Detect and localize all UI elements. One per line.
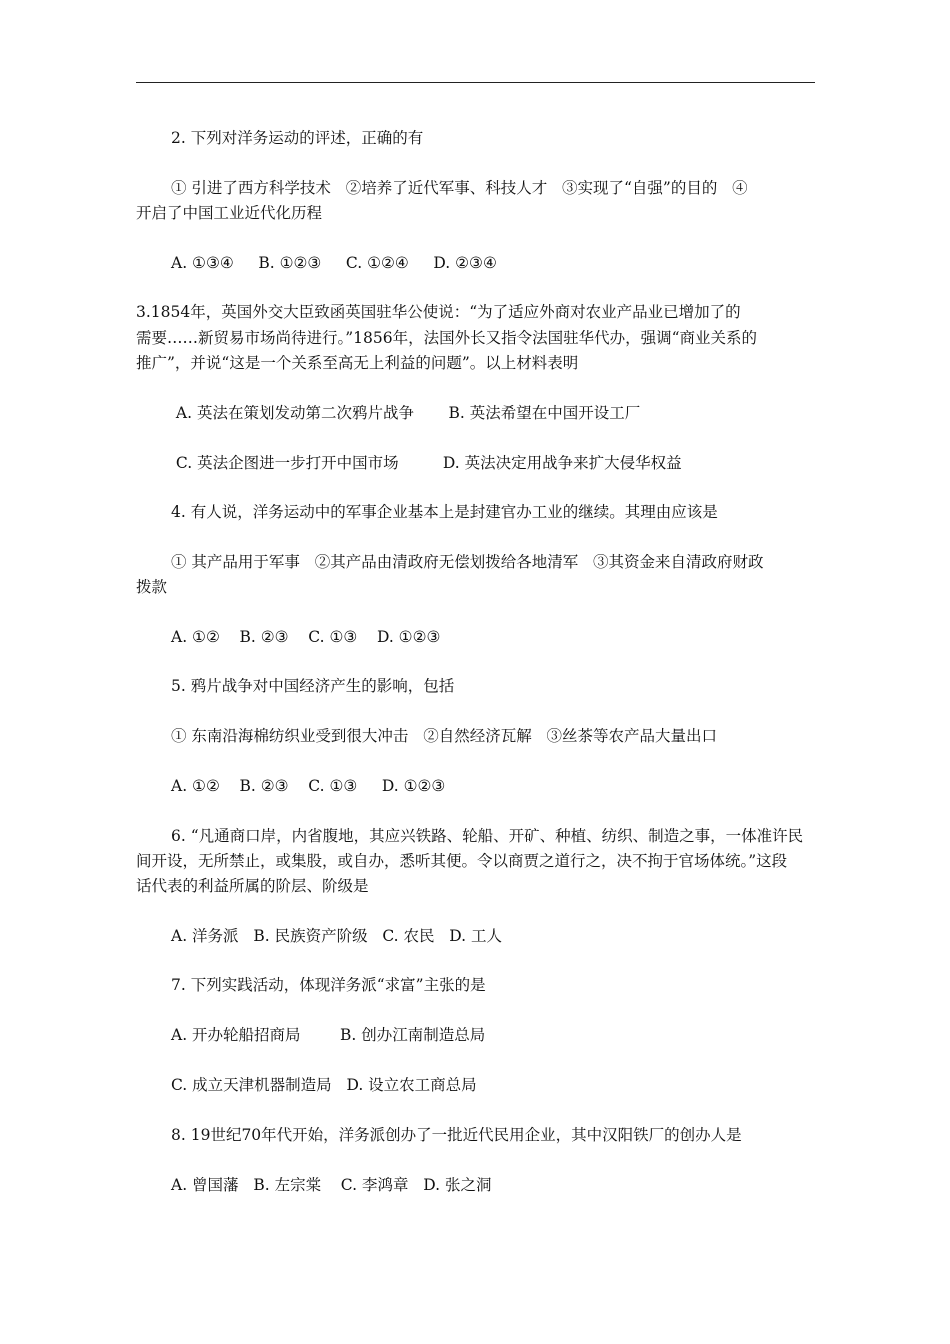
header-rule xyxy=(136,82,815,83)
q3-stem-cont1: 需要……新贸易市场尚待进行。”1856年，法国外长又指令法国驻华代办，强调“商业关系的 xyxy=(136,329,758,347)
q6-stem: 6. “凡通商口岸，内省腹地，其应兴铁路、轮船、开矿、种植、纺织、制造之事，一体准许民 xyxy=(171,827,804,845)
q4-options: A. ①② B. ②③ C. ①③ D. ①②③ xyxy=(171,628,441,646)
q4-statements: ① 其产品用于军事 ②其产品由清政府无偿划拨给各地清军 ③其资金来自清政府财政 xyxy=(171,553,764,571)
q2-stem: 2. 下列对洋务运动的评述，正确的有 xyxy=(171,129,424,147)
q5-stem: 5. 鸦片战争对中国经济产生的影响，包括 xyxy=(171,677,455,695)
q2-statements: ① 引进了西方科学技术 ②培养了近代军事、科技人才 ③实现了“自强”的目的 ④ xyxy=(171,179,748,197)
q8-stem: 8. 19世纪70年代开始，洋务派创办了一批近代民用企业，其中汉阳铁厂的创办人是 xyxy=(171,1126,742,1144)
q7-options-ab: A. 开办轮船招商局 B. 创办江南制造总局 xyxy=(171,1026,486,1044)
q5-options: A. ①② B. ②③ C. ①③ D. ①②③ xyxy=(171,777,446,795)
q6-stem-cont2: 话代表的利益所属的阶层、阶级是 xyxy=(136,877,369,895)
q3-options-cd: C. 英法企图进一步打开中国市场 D. 英法决定用战争来扩大侵华权益 xyxy=(171,454,682,472)
q8-options: A. 曾国藩 B. 左宗棠 C. 李鸿章 D. 张之洞 xyxy=(171,1176,492,1194)
q3-options-ab: A. 英法在策划发动第二次鸦片战争 B. 英法希望在中国开设工厂 xyxy=(171,404,641,422)
q2-options: A. ①③④ B. ①②③ C. ①②④ D. ②③④ xyxy=(171,254,497,272)
q4-statements-cont: 拨款 xyxy=(136,578,168,596)
q7-stem: 7. 下列实践活动，体现洋务派“求富”主张的是 xyxy=(171,976,486,994)
q3-stem: 3.1854年，英国外交大臣致函英国驻华公使说：“为了适应外商对农业产品业已增加了的 xyxy=(136,303,741,321)
q2-statements-cont: 开启了中国工业近代化历程 xyxy=(136,204,323,222)
q4-stem: 4. 有人说，洋务运动中的军事企业基本上是封建官办工业的继续。其理由应该是 xyxy=(171,503,718,521)
q6-options: A. 洋务派 B. 民族资产阶级 C. 农民 D. 工人 xyxy=(171,927,503,945)
q6-stem-cont1: 间开设，无所禁止，或集股，或自办，悉听其便。令以商贾之道行之，决不拘于官场体统。”这段 xyxy=(136,852,788,870)
q5-statements: ① 东南沿海棉纺织业受到很大冲击 ②自然经济瓦解 ③丝茶等农产品大量出口 xyxy=(171,727,717,745)
q3-stem-cont2: 推广”，并说“这是一个关系至高无上利益的问题”。以上材料表明 xyxy=(136,354,579,372)
q7-options-cd: C. 成立天津机器制造局 D. 设立农工商总局 xyxy=(171,1076,477,1094)
